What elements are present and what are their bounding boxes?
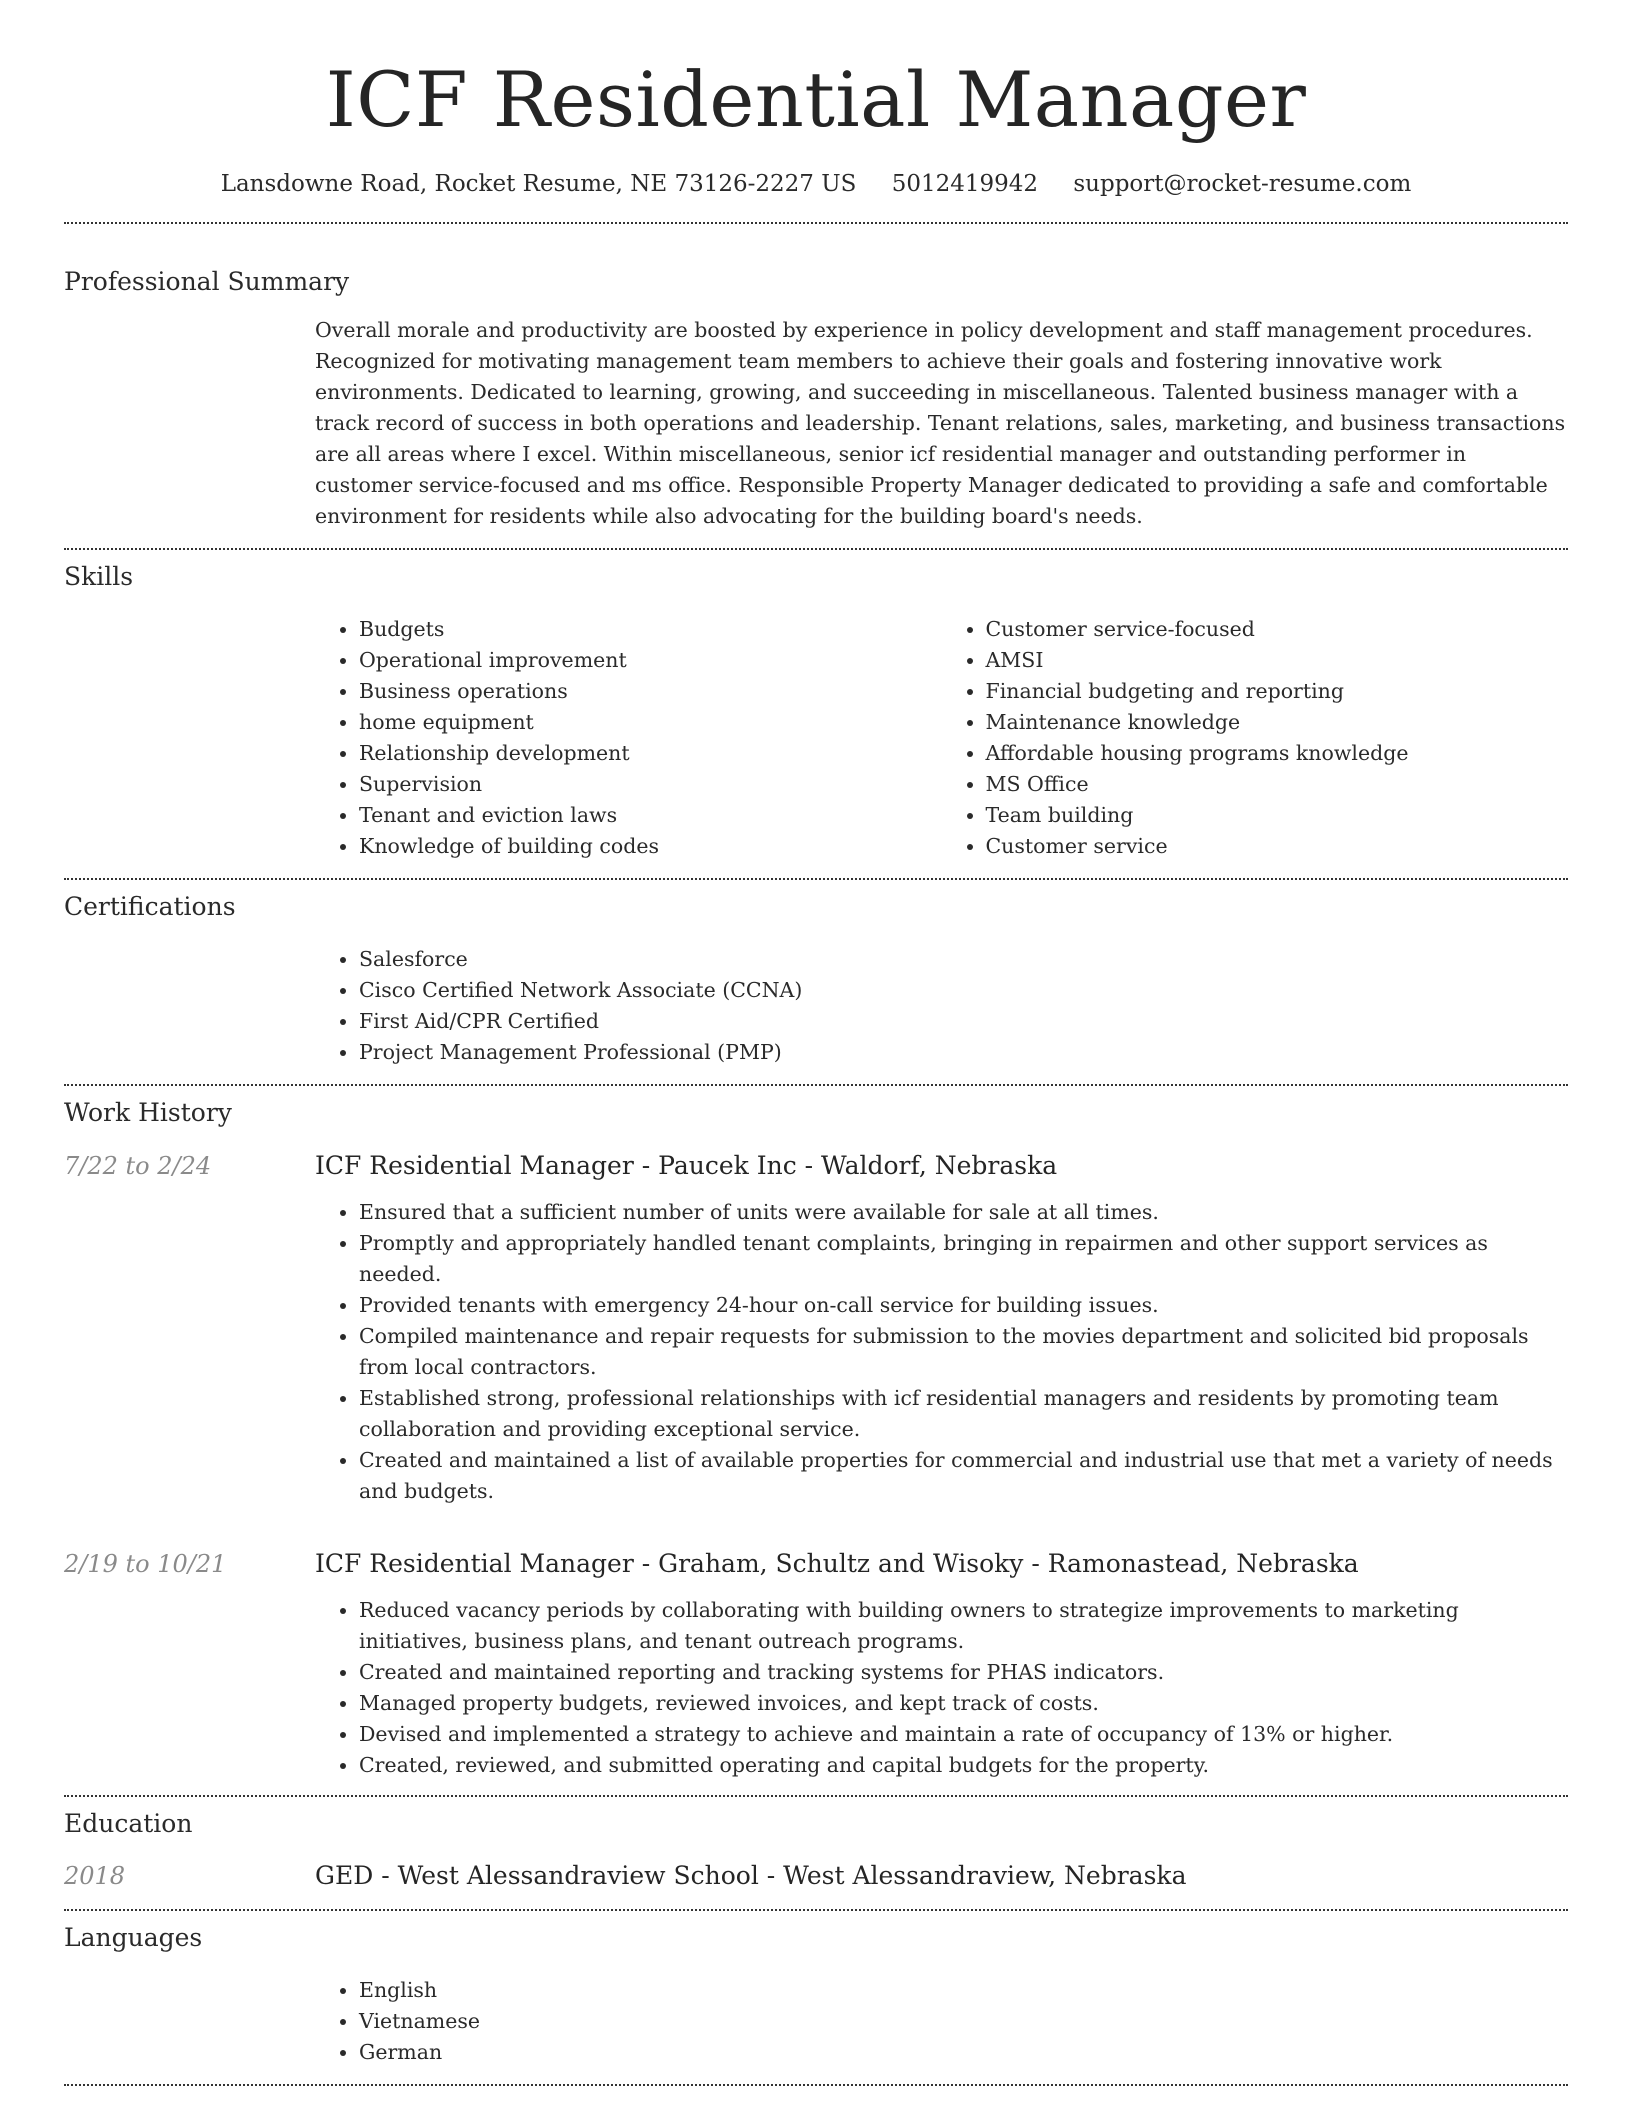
languages-content [315,1975,1568,2068]
section-title-education: Education [64,1809,193,1838]
job-bullets [315,1197,1568,1507]
languages-section [64,1911,1568,2068]
certification-item: • Salesforce [359,944,1568,975]
skills-section [64,550,1568,862]
certification-item: • Cisco Certified Network Associate (CCNA) [359,975,1568,1006]
education-section [64,1797,1568,1893]
education-entry [64,1859,1568,1893]
job-entry [64,1547,1568,1781]
contact-email: support@rocket-resume.com [1073,171,1412,197]
language-item: • German [359,2037,1568,2068]
skill-item: • MS Office [986,769,1569,800]
job-dates: 7/22 to 2/24 [64,1152,212,1180]
skill-item: • Customer service-focused [986,614,1569,645]
job-dates: 2/19 to 10/21 [64,1550,227,1578]
contact-line [64,168,1568,200]
skill-item: • Supervision [359,769,942,800]
education-year: 2018 [64,1862,126,1890]
skills-list-right [942,614,1569,862]
education-body [315,1859,1568,1893]
skills-grid [315,614,1568,862]
certifications-list [315,944,1568,1068]
candidate-name: ICF Residential Manager [325,55,1307,144]
certifications-content [315,944,1568,1068]
section-title-summary: Professional Summary [64,267,350,296]
certification-item: • Project Management Professional (PMP) [359,1037,1568,1068]
skill-item: • home equipment [359,707,942,738]
skill-item: • Financial budgeting and reporting [986,676,1569,707]
job-bullet: • Created and maintained reporting and tracking systems for PHAS indicators. [359,1657,1568,1688]
divider [64,2084,1568,2086]
language-item: • Vietnamese [359,2006,1568,2037]
skill-item: • Tenant and eviction laws [359,800,942,831]
job-body [315,1149,1568,1507]
skill-item: • Business operations [359,676,942,707]
job-bullet: • Devised and implemented a strategy to achieve and maintain a rate of occupancy of 13% or higher. [359,1719,1568,1750]
skill-item: • Knowledge of building codes [359,831,942,862]
contact-phone: 5012419942 [891,171,1039,197]
job-bullet: • Compiled maintenance and repair requests for submission to the movies department and solicited bid proposals from local contractors. [359,1321,1568,1383]
section-title-languages: Languages [64,1923,203,1952]
job-entry [64,1149,1568,1507]
skill-item: • AMSI [986,645,1569,676]
job-bullet: • Managed property budgets, reviewed invoices, and kept track of costs. [359,1688,1568,1719]
skill-item: • Relationship development [359,738,942,769]
education-title: GED - West Alessandraview School - West Alessandraview, Nebraska [315,1861,1187,1890]
summary-text: Overall morale and productivity are boosted by experience in policy development and staff management procedures. Recognized for motivating management team members to achieve their goals and fostering innovative work environments. Dedicated to learning, growing, and succeeding in miscellaneous. Talented business manager with a track record of success in both operations and leadership. Tenant relations, sales, marketing, and business transactions are all areas where I excel. Within miscellaneous, senior icf residential manager and outstanding performer in customer service-focused and ms office. Responsible Property Manager dedicated to providing a safe and comfortable environment for residents while also advocating for the building board's needs. [315,318,1566,528]
skill-item: • Affordable housing programs knowledge [986,738,1569,769]
job-title: ICF Residential Manager - Graham, Schultz and Wisoky - Ramonastead, Nebraska [315,1549,1359,1578]
languages-list [315,1975,1568,2068]
job-bullet: • Established strong, professional relationships with icf residential managers and residents by promoting team collaboration and providing exceptional service. [359,1383,1568,1445]
section-title-skills: Skills [64,562,134,591]
certification-item: • First Aid/CPR Certified [359,1006,1568,1037]
job-bullet: • Reduced vacancy periods by collaborating with building owners to strategize improvements to marketing initiatives, business plans, and tenant outreach programs. [359,1595,1568,1657]
job-title: ICF Residential Manager - Paucek Inc - Waldorf, Nebraska [315,1151,1058,1180]
job-bullet: • Created, reviewed, and submitted operating and capital budgets for the property. [359,1750,1568,1781]
skill-item: • Team building [986,800,1569,831]
job-bullet: • Promptly and appropriately handled tenant complaints, bringing in repairmen and other support services as needed. [359,1228,1568,1290]
summary-section [64,224,1568,532]
job-bullet: • Provided tenants with emergency 24-hour on-call service for building issues. [359,1290,1568,1321]
resume-page [64,0,1568,2086]
summary-content [315,315,1568,532]
skill-item: • Operational improvement [359,645,942,676]
skills-list-left [315,614,942,862]
job-bullets [315,1595,1568,1781]
language-item: • English [359,1975,1568,2006]
job-bullet: • Ensured that a sufficient number of units were available for sale at all times. [359,1197,1568,1228]
skill-item: • Budgets [359,614,942,645]
section-title-work-history: Work History [64,1098,232,1127]
certifications-section [64,880,1568,1068]
skill-item: • Customer service [986,831,1569,862]
contact-address: Lansdowne Road, Rocket Resume, NE 73126-2227 US [220,171,857,197]
work-history-section [64,1086,1568,1781]
job-bullet: • Created and maintained a list of available properties for commercial and industrial use that met a variety of needs and budgets. [359,1445,1568,1507]
skill-item: • Maintenance knowledge [986,707,1569,738]
job-body [315,1547,1568,1781]
section-title-certifications: Certifications [64,892,236,921]
